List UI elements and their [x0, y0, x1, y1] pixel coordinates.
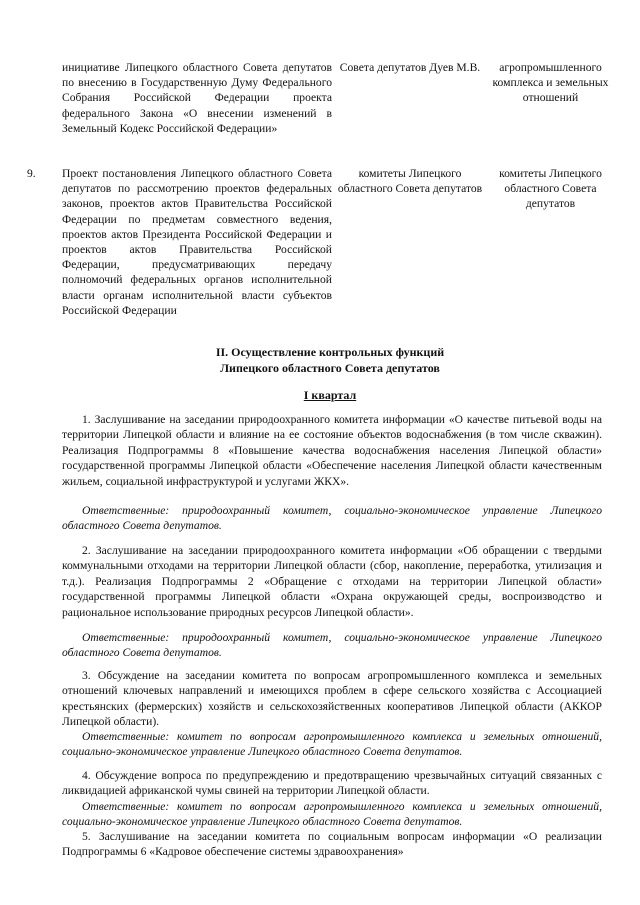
item-4-responsible: Ответственные: комитет по вопросам агропромышленного комплекса и земельных отношений, социально-экономическое управление Липецкого областного Совета депутатов.: [62, 800, 602, 829]
item-3-text: 3. Обсуждение на заседании комитета по вопросам агропромышленного комплекса и земельных отношений ключевых направлений и имеющихся проблем в сфере сельского хозяйства с Ассоциацией крестьянских (фермерских) хозяйств и сельскохозяйственных кооперативов Липецкой области (АККОР Липецкой области).: [62, 669, 602, 729]
row-committee: комитеты Липецкого областного Совета депутатов: [499, 167, 602, 211]
item-1-responsible: Ответственные: природоохранный комитет, социально-экономическое управление Липецкого областного Совета депутатов.: [62, 504, 602, 533]
item-3-responsible: Ответственные: комитет по вопросам агропромышленного комплекса и земельных отношений, социально-экономическое управление Липецкого областного Совета депутатов.: [62, 730, 602, 759]
row-committee: агропромышленного комплекса и земельных отношений: [492, 61, 609, 105]
row-executor: Совета депутатов Дуев М.В.: [339, 61, 481, 74]
item-5-text: 5. Заслушивание на заседании комитета по социальным вопросам информации «О реализации Подпрограммы 6 «Кадровое обеспечение системы здравоохранения»: [62, 830, 602, 859]
row-executor: комитеты Липецкого областного Совета депутатов: [337, 167, 483, 196]
item-1-text: 1. Заслушивание на заседании природоохранного комитета информации «О качестве питьевой воды на территории Липецкой области и влияние на ее состояние объектов водоснабжения (в том числе скважин). Реализация Подпрограммы 8 «Повышение качества водоснабжения населения Липецкой области» государственной программы Липецкой области «Обеспечение населения Липецкой области качественным жильем, социальной инфраструктурой и услугами ЖКХ».: [62, 413, 602, 488]
quarter-heading: [60, 388, 600, 404]
row-number: 9.: [27, 167, 36, 180]
section-title-line1: II. Осуществление контрольных функций: [215, 345, 445, 359]
quarter-label: I квартал: [303, 388, 357, 402]
item-2-text: 2. Заслушивание на заседании природоохранного комитета информации «Об обращении с твердыми коммунальными отходами на территории Липецкой области (сбор, накопление, переработка, утилизация и т.д.). Реализация Подпрограммы 2 «Обращение с отходами на территории Липецкой области» государственной программы Липецкой области «Охрана окружающей среды, воспроизводство и рациональное использование природных ресурсов Липецкой области».: [62, 544, 602, 619]
section-title-line2: Липецкого областного Совета депутатов: [220, 360, 440, 375]
item-2-responsible: Ответственные: природоохранный комитет, социально-экономическое управление Липецкого областного Совета депутатов.: [62, 631, 602, 660]
row-description: Проект постановления Липецкого областного Совета депутатов по рассмотрению проектов федеральных законов, проектов актов Правительства Российской Федерации по предметам совместного ведения, проектов актов Президента Российской Федерации и проектов актов Правительства Российской Федерации, предусматривающих передачу полномочий федеральных органов исполнительной власти органам исполнительной власти субъектов Российской Федерации: [62, 167, 332, 317]
row-description: инициативе Липецкого областного Совета депутатов по внесению в Государственную Думу Федерального Собрания Российской Федерации проекта федерального Закона «О внесении изменений в Земельный Кодекс Российской Федерации»: [62, 61, 332, 135]
section-title: [60, 345, 600, 376]
item-4-text: 4. Обсуждение вопроса по предупреждению и предотвращению чрезвычайных ситуаций связанных с ликвидацией африканской чумы свиней на территории Липецкой области.: [62, 769, 602, 798]
